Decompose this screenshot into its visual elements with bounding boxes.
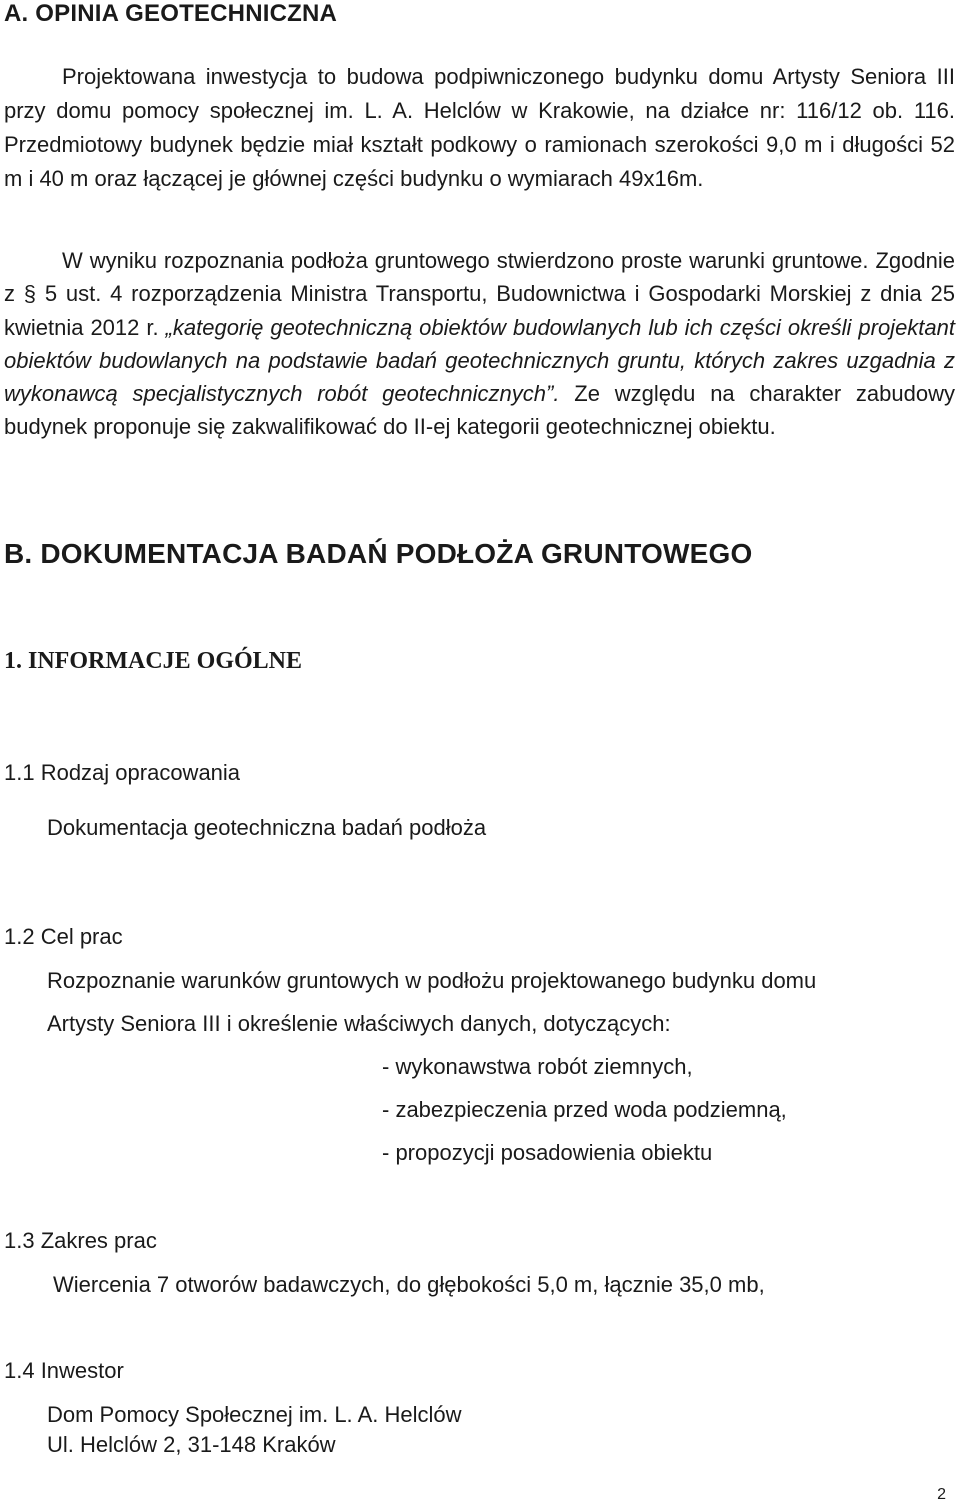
subsection-1-4-heading: 1.4 Inwestor xyxy=(4,1358,124,1383)
subsection-1-1-text: Dokumentacja geotechniczna badań podłoża xyxy=(47,815,487,840)
paragraph-geotechnical-category xyxy=(4,244,955,444)
subsection-1-3-text: Wiercenia 7 otworów badawczych, do głębokości 5,0 m, łącznie 35,0 mb, xyxy=(53,1272,765,1297)
investor-address: Ul. Helclów 2, 31-148 Kraków xyxy=(47,1432,336,1457)
list-item: - propozycji posadowienia obiektu xyxy=(382,1140,713,1165)
subsection-1-2-line-1: Rozpoznanie warunków gruntowych w podłożu projektowanego budynku domu xyxy=(47,968,817,993)
section-1-heading: 1. INFORMACJE OGÓLNE xyxy=(4,648,303,674)
subsection-1-3-heading: 1.3 Zakres prac xyxy=(4,1228,157,1253)
investor-name: Dom Pomocy Społecznej im. L. A. Helclów xyxy=(47,1402,462,1427)
list-item: - wykonawstwa robót ziemnych, xyxy=(382,1054,693,1079)
paragraph-text-start: W wyniku rozpoznania podłoża gruntowego stwierdzono proste warunki gruntowe. Zgodnie z § 5 ust. 4 rozporządzenia Ministra Transportu, Budownictwa i Gospodarki Morskiej z dnia 25 kwietnia 2012 r. xyxy=(4,248,955,340)
paragraph-text-end: Ze względu na charakter zabudowy budynek proponuje się zakwalifikować do II-ej kategorii geotechnicznej obiektu. xyxy=(4,381,955,440)
paragraph-investment-description xyxy=(4,60,955,196)
paragraph-text: Projektowana inwestycja to budowa podpiwniczonego budynku domu Artysty Seniora III przy domu pomocy społecznej im. L. A. Helclów w Krakowie, na działce nr: 116/12 ob. 116. Przedmiotowy budynek będzie miał kształt podkowy o ramionach szerokości 9,0 m i długości 52 m i 40 m oraz łączącej je głównej części budynku o wymiarach 49x16m. xyxy=(4,64,955,191)
list-item: - zabezpieczenia przed woda podziemną, xyxy=(382,1097,787,1122)
regulation-quote: „kategorię geotechniczną obiektów budowlanych lub ich części określi projektant obiektów budowlanych na podstawie badań geotechnicznych gruntu, których zakres uzgadnia z wykonawcą specjalistycznych robót geotechnicznych”. xyxy=(4,314,955,407)
subsection-1-1-heading: 1.1 Rodzaj opracowania xyxy=(4,760,241,785)
subsection-1-2-line-2: Artysty Seniora III i określenie właściwych danych, dotyczących: xyxy=(47,1011,671,1036)
subsection-1-2-heading: 1.2 Cel prac xyxy=(4,924,123,949)
section-a-heading: A. OPINIA GEOTECHNICZNA xyxy=(4,0,338,27)
section-b-heading: B. DOKUMENTACJA BADAŃ PODŁOŻA GRUNTOWEGO xyxy=(4,538,753,569)
page-number: 2 xyxy=(937,1486,946,1503)
